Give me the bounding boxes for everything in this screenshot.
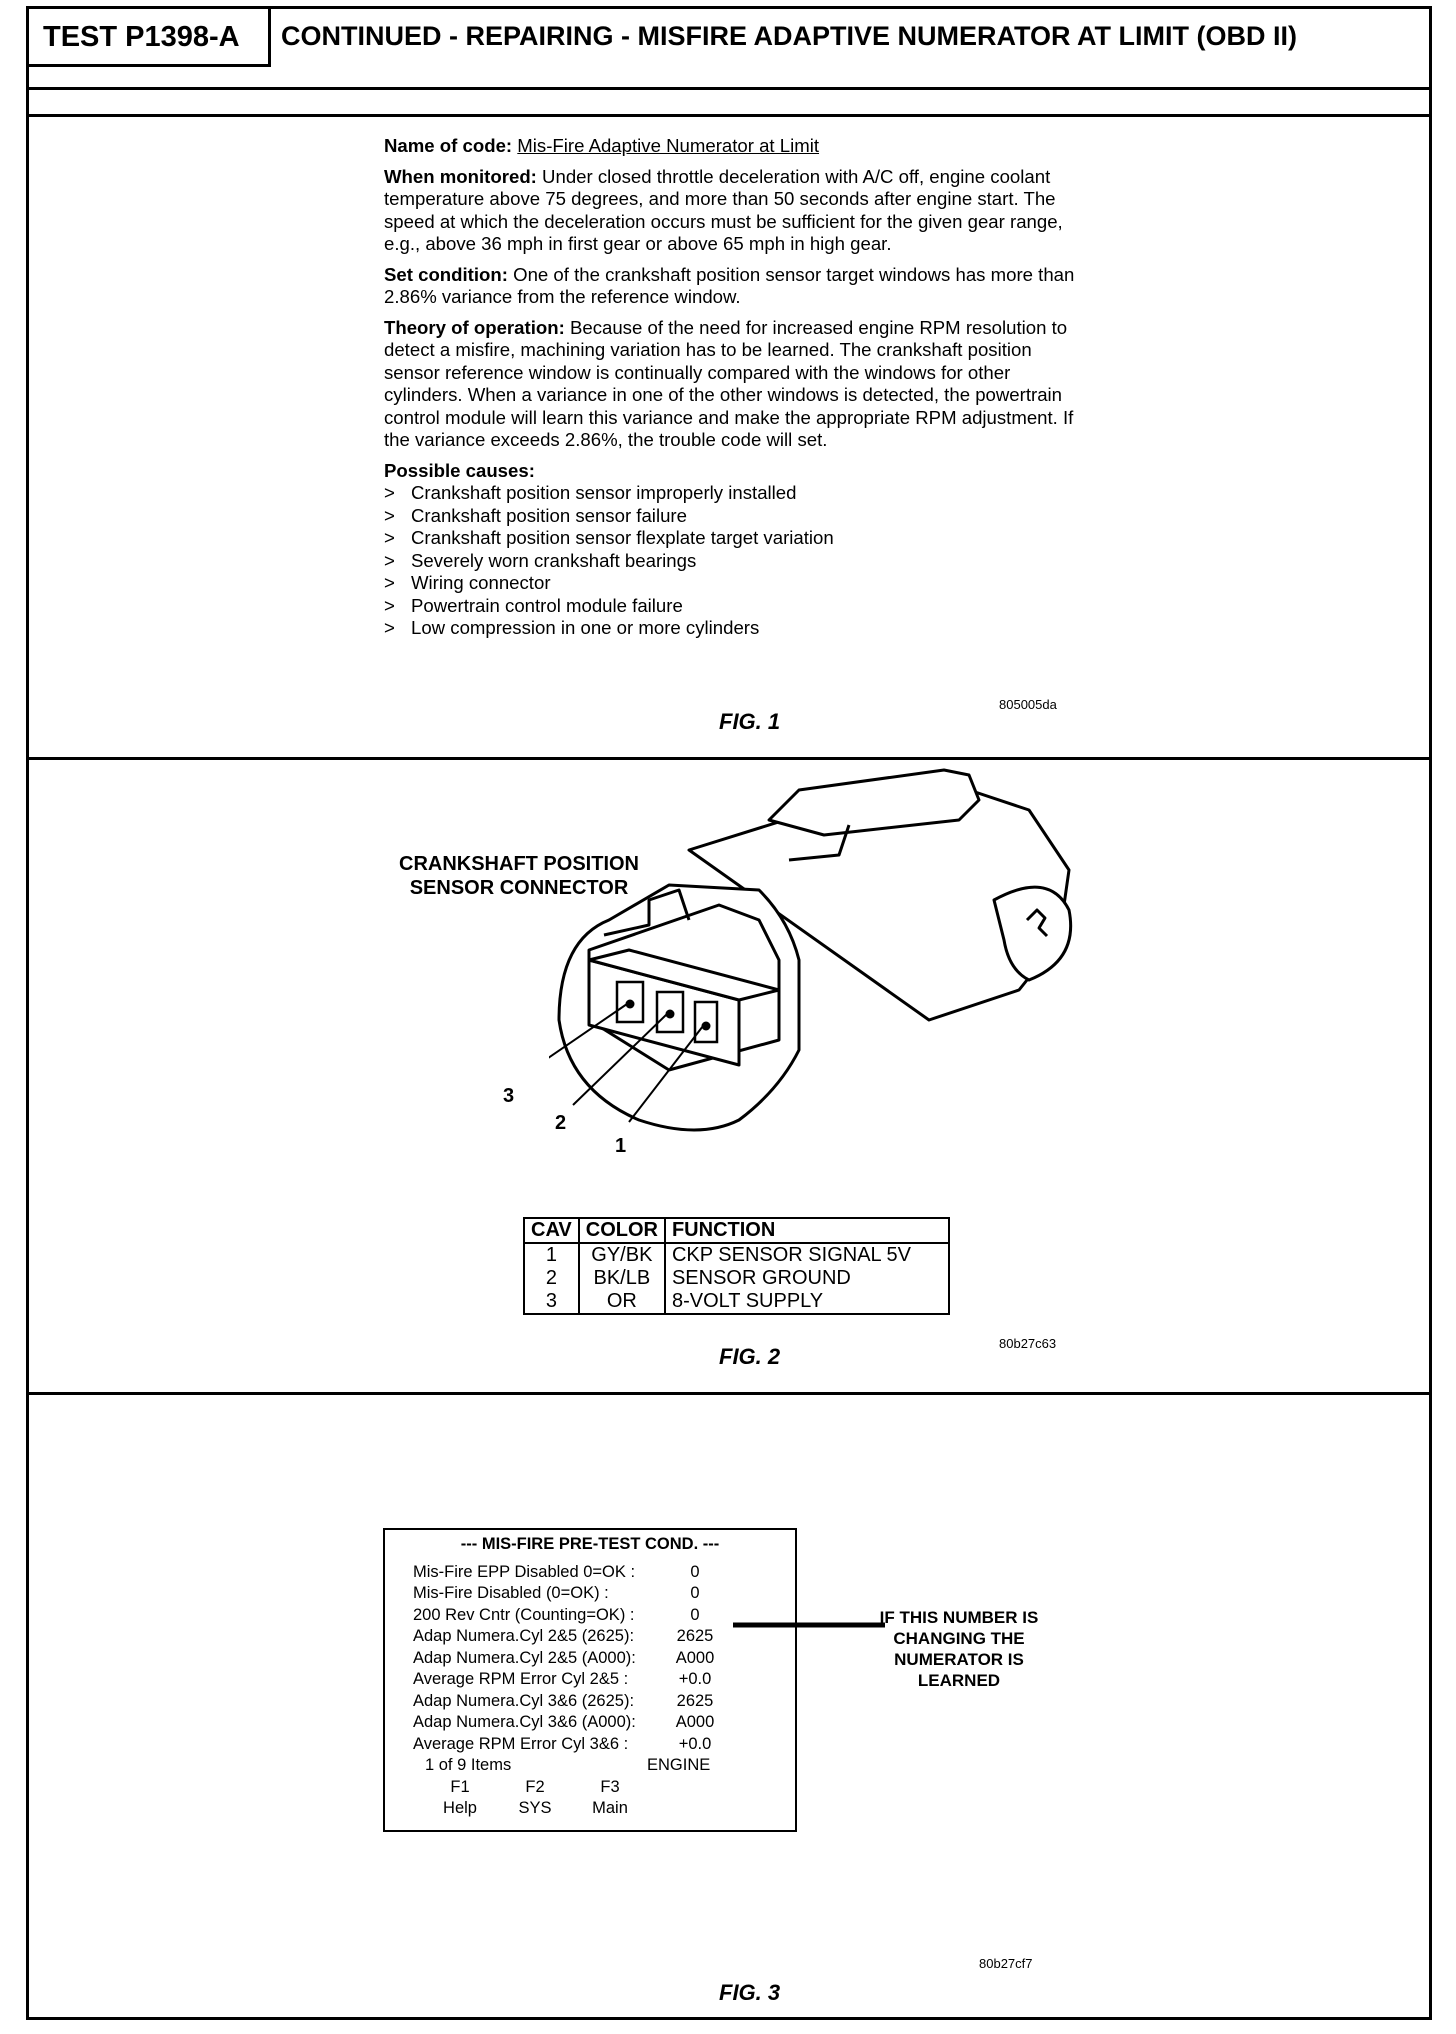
scan-row-value: 0 (690, 1584, 700, 1602)
header-cav: CAV (524, 1218, 579, 1243)
fig3-code: 80b27cf7 (979, 1956, 1033, 1971)
scan-row-value: A000 (675, 1713, 715, 1731)
scan-screen-title: --- MIS-FIRE PRE-TEST COND. --- (460, 1535, 720, 1553)
scan-row-label: Average RPM Error Cyl 3&6 : (413, 1734, 629, 1753)
function-cell: CKP SENSOR SIGNAL 5V (665, 1243, 949, 1267)
cause-item: > Powertrain control module failure (384, 595, 1084, 618)
f1-help-label: Help (443, 1799, 477, 1817)
cavity-table (523, 1217, 950, 1315)
causes-list (384, 482, 1084, 640)
fig2-label: FIG. 2 (719, 1344, 781, 1369)
scan-row (385, 1669, 795, 1691)
scan-row (385, 1691, 795, 1713)
rev-counter-value: 0 (690, 1605, 700, 1624)
causes-label: Possible causes: (384, 459, 535, 481)
fig1-section (29, 117, 1429, 760)
fig1-label: FIG. 1 (719, 709, 781, 734)
cause-item: > Crankshaft position sensor failure (384, 505, 1084, 528)
scan-row-label: Mis-Fire Disabled (0=OK) : (413, 1584, 609, 1602)
scan-row-label: Adap Numera.Cyl 3&6 (A000): (413, 1713, 636, 1731)
cause-item: > Crankshaft position sensor improperly installed (384, 482, 1084, 505)
page-frame (26, 6, 1432, 2020)
set-text: One of the crankshaft position sensor target windows has more than 2.86% variance from the reference window. (384, 263, 1075, 307)
cav-cell: 1 (524, 1243, 579, 1267)
items-count: 1 of 9 Items (425, 1756, 512, 1774)
header-color: COLOR (579, 1218, 665, 1243)
mode-label: ENGINE (647, 1756, 711, 1774)
fig1-code: 805005da (999, 697, 1057, 712)
cause-item: > Wiring connector (384, 572, 1084, 595)
cav-cell: 2 (524, 1267, 579, 1290)
connector-label: CRANKSHAFT POSITION SENSOR CONNECTOR (399, 853, 639, 899)
cause-item: > Crankshaft position sensor flexplate target variation (384, 527, 1084, 550)
f2-key: F2 (525, 1777, 545, 1796)
cause-item: > Severely worn crankshaft bearings (384, 550, 1084, 573)
scan-row-label: Average RPM Error Cyl 2&5 : (413, 1670, 629, 1688)
scan-row-value: 2625 (676, 1627, 714, 1645)
scan-row (385, 1734, 795, 1756)
scan-row (385, 1712, 795, 1734)
scan-tool-screen (383, 1528, 797, 1832)
color-cell: OR (579, 1290, 665, 1314)
page-header (29, 9, 1429, 90)
name-value: Mis-Fire Adaptive Numerator at Limit (517, 135, 820, 156)
f1-key: F1 (450, 1777, 470, 1796)
fkey-row (385, 1777, 795, 1799)
connector-illustration (549, 760, 1089, 1210)
when-text: Under closed throttle deceleration with A/C off, engine coolant temperature above 75 degrees, and more than 50 seconds after engine start. The speed at which the deceleration occurs must be sufficient for the given gear range, e.g., above 36 mph in first gear or above 65 mph in high gear. (384, 165, 1063, 254)
scan-row (385, 1583, 795, 1605)
function-cell: SENSOR GROUND (665, 1267, 949, 1290)
scan-row (385, 1562, 795, 1584)
pin-1-label: 1 (615, 1135, 627, 1157)
f3-main-label: Main (592, 1799, 628, 1817)
set-label: Set condition: (384, 263, 508, 285)
scan-row-value: +0.0 (678, 1670, 712, 1688)
fkey-label-row (385, 1798, 795, 1820)
scan-row-label: Adap Numera.Cyl 2&5 (2625): (413, 1627, 635, 1645)
scan-row-value: +0.0 (678, 1734, 712, 1753)
test-id: TEST P1398-A (29, 9, 271, 67)
fig2-code: 80b27c63 (999, 1336, 1057, 1351)
scan-row-value: 0 (690, 1562, 700, 1581)
table-row (524, 1290, 949, 1314)
scan-status-row (385, 1755, 795, 1777)
scan-row-label: Adap Numera.Cyl 2&5 (A000): (413, 1648, 636, 1667)
code-description (384, 135, 1084, 640)
scan-row-label: Adap Numera.Cyl 3&6 (2625): (413, 1691, 635, 1710)
color-cell: GY/BK (579, 1243, 665, 1267)
scan-row (385, 1648, 795, 1670)
fig3-section (29, 1395, 1429, 2017)
f2-sys-label: SYS (518, 1799, 552, 1817)
header-spacer-row (29, 87, 1429, 117)
theory-text: Because of the need for increased engine RPM resolution to detect a misfire, machining variation has to be learned. The crankshaft position sensor reference window is continually compared with the windows for other cylinders. When a variance in one of the other windows is detected, the powertrain control module will learn this variance and make the appropriate RPM adjustment. If the variance exceeds 2.86%, the trouble code will set. (384, 316, 1074, 450)
color-cell: BK/LB (579, 1267, 665, 1290)
cav-cell: 3 (524, 1290, 579, 1314)
fig2-section (29, 760, 1429, 1395)
scan-row-label: 200 Rev Cntr (Counting=OK) : (413, 1605, 635, 1624)
f3-key: F3 (600, 1777, 620, 1796)
cause-item: > Low compression in one or more cylinders (384, 617, 1084, 640)
callout-note: IF THIS NUMBER IS CHANGING THE NUMERATOR IS LEARNED (879, 1608, 1039, 1690)
table-row (524, 1243, 949, 1267)
page-title: CONTINUED - REPAIRING - MISFIRE ADAPTIVE NUMERATOR AT LIMIT (OBD II) (281, 21, 1297, 51)
scan-row-value: 2625 (676, 1691, 714, 1710)
theory-label: Theory of operation: (384, 316, 565, 338)
header-function: FUNCTION (665, 1218, 949, 1243)
when-label: When monitored: (384, 165, 537, 187)
scan-row-label: Mis-Fire EPP Disabled 0=OK : (413, 1562, 636, 1581)
scan-row-value: A000 (675, 1648, 715, 1667)
table-row (524, 1267, 949, 1290)
pin-3-label: 3 (503, 1085, 515, 1107)
function-cell: 8-VOLT SUPPLY (665, 1290, 949, 1314)
pin-2-label: 2 (555, 1112, 567, 1134)
name-label: Name of code: (384, 135, 513, 156)
fig3-label: FIG. 3 (719, 1980, 781, 2005)
